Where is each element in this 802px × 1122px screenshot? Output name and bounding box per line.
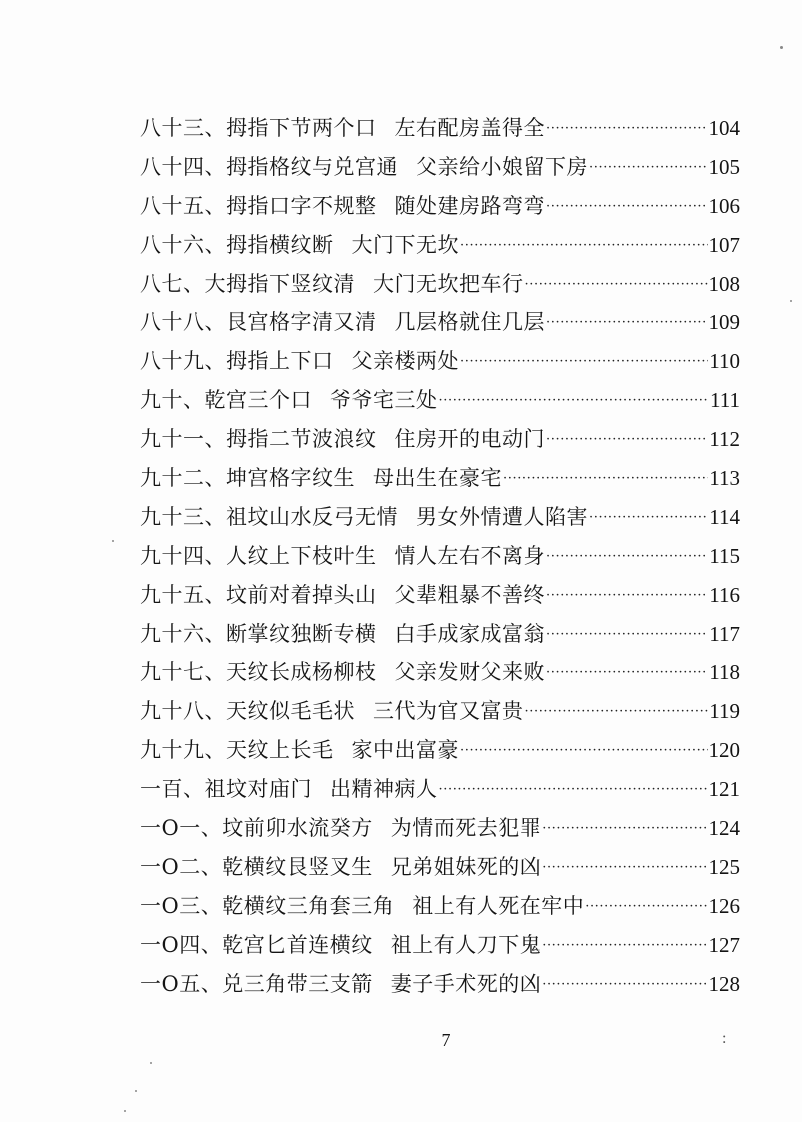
- toc-entry-subtitle: 随处建房路弯弯: [394, 193, 545, 218]
- toc-entry-page: 105: [708, 154, 740, 179]
- toc-entry-title: 拇指下节两个口: [226, 116, 377, 140]
- toc-entry-number: 八十三、: [140, 116, 226, 140]
- toc-entry: [140, 229, 740, 268]
- toc-entry: [140, 618, 740, 657]
- toc-entry-subtitle: 情人左右不离身: [394, 543, 545, 568]
- dot-leader: [589, 510, 708, 525]
- toc-entry-page: 116: [709, 582, 740, 607]
- toc-entry-subtitle: 母出生在豪宅: [373, 466, 502, 491]
- toc-entry: [140, 462, 740, 501]
- toc-entry-title: 坟前对着掉头山: [226, 582, 377, 607]
- toc-entry-title: 祖坟山水反弓无情: [226, 504, 398, 529]
- toc-entry-title: 坤宫格字纹生: [226, 466, 355, 491]
- scan-speck: [790, 300, 792, 302]
- dot-leader: [460, 354, 708, 369]
- toc-entry-title: 拇指上下口: [226, 349, 334, 374]
- dot-leader: [546, 199, 708, 214]
- dot-leader: [460, 743, 708, 758]
- toc-entry-number: 九十九、: [140, 738, 226, 763]
- toc-entry-page: 114: [709, 504, 740, 529]
- toc-entry-title: 拇指横纹断: [226, 232, 334, 257]
- toc-entry-subtitle: 大门无坎把车行: [373, 271, 524, 296]
- toc-entry-page: 113: [709, 466, 740, 491]
- toc-entry-title: 大拇指下竖纹清: [204, 271, 355, 296]
- toc-entry-subtitle: 父亲发财父来败: [394, 660, 545, 685]
- dot-leader: [439, 782, 708, 797]
- dot-leader: [525, 277, 708, 292]
- toc-entry-subtitle: 左右配房盖得全: [394, 116, 545, 140]
- toc-entry: [140, 423, 740, 462]
- toc-entry-number: 八七、: [140, 271, 205, 296]
- toc-entry-subtitle: 妻子手术死的凶: [390, 971, 542, 996]
- dot-leader: [546, 432, 708, 447]
- dot-leader: [546, 627, 708, 642]
- toc-entry-page: 120: [708, 738, 740, 763]
- toc-entry: [140, 851, 740, 890]
- toc-entry: [140, 968, 740, 1007]
- toc-entry-number: 八十八、: [140, 310, 226, 335]
- toc-entry: [140, 345, 740, 384]
- dot-leader: [542, 821, 707, 836]
- toc-entry: [140, 929, 740, 968]
- toc-entry-title: 拇指格纹与兑宫通: [226, 154, 398, 179]
- toc-entry-title: 天纹上长毛: [226, 738, 334, 763]
- toc-entry-subtitle: 兄弟姐妹死的凶: [390, 854, 542, 879]
- toc-entry-page: 127: [708, 932, 740, 957]
- toc-entry-page: 125: [708, 854, 740, 879]
- toc-entry-page: 126: [708, 893, 740, 918]
- dot-leader: [585, 899, 707, 914]
- toc-entry-title: 乾宫匕首连横纹: [222, 932, 373, 957]
- dot-leader: [439, 393, 710, 408]
- toc-entry-number: 九十六、: [140, 621, 226, 646]
- dot-leader: [525, 704, 709, 719]
- toc-entry-number: 一O三、: [140, 893, 223, 918]
- toc-entry-title: 拇指口字不规整: [226, 193, 377, 218]
- toc-entry: [140, 190, 740, 229]
- toc-entry: [140, 656, 740, 695]
- toc-entry-page: 115: [709, 543, 740, 568]
- toc-entry-title: 乾横纹三角套三角: [222, 893, 395, 918]
- toc-entry-subtitle: 住房开的电动门: [394, 427, 545, 452]
- scan-speck: [124, 1110, 126, 1112]
- toc-entry-subtitle: 男女外情遭人陷害: [416, 504, 588, 529]
- dot-leader: [460, 238, 708, 253]
- toc-entry-page: 111: [710, 388, 740, 413]
- scan-speck: [135, 1090, 137, 1092]
- toc-entry: [140, 112, 740, 151]
- toc-entry-page: 119: [709, 699, 740, 724]
- toc-entry-number: 一O一、: [140, 816, 223, 841]
- scan-speck: [112, 540, 114, 542]
- toc-entry: [140, 268, 740, 307]
- toc-entry-number: 八十五、: [140, 193, 226, 218]
- toc-entry-page: 108: [708, 271, 740, 296]
- toc-entry-subtitle: 父亲楼两处: [351, 349, 459, 374]
- dot-leader: [542, 977, 707, 992]
- dot-leader: [546, 121, 708, 136]
- toc-entry-number: 一O二、: [140, 854, 223, 879]
- toc-entry-subtitle: 父辈粗暴不善终: [394, 582, 545, 607]
- dot-leader: [542, 938, 707, 953]
- toc-entry: [140, 734, 740, 773]
- toc-entry-number: 八十九、: [140, 349, 226, 374]
- toc-entry-title: 天纹似毛毛状: [226, 699, 355, 724]
- toc-entry-page: 117: [709, 621, 740, 646]
- toc-entry-subtitle: 父亲给小娘留下房: [416, 154, 588, 179]
- toc-entry-page: 109: [708, 310, 740, 335]
- toc-entry-number: 九十七、: [140, 660, 226, 685]
- toc-entry-number: 八十四、: [140, 154, 226, 179]
- toc-entry-number: 一O五、: [140, 971, 223, 996]
- dot-leader: [546, 549, 708, 564]
- toc-entry: [140, 890, 740, 929]
- toc-entry-number: 九十一、: [140, 427, 226, 452]
- table-of-contents: [140, 112, 740, 1006]
- toc-entry-title: 艮宫格字清又清: [226, 310, 377, 335]
- toc-entry-subtitle: 大门下无坎: [351, 232, 459, 257]
- toc-entry-subtitle: 为情而死去犯罪: [390, 816, 542, 841]
- toc-entry: [140, 306, 740, 345]
- toc-entry-title: 乾横纹艮竖叉生: [222, 854, 373, 879]
- toc-entry-subtitle: 爷爷宅三处: [330, 388, 438, 413]
- dot-leader: [503, 471, 708, 486]
- toc-entry-number: 九十、: [140, 388, 205, 413]
- scan-speck: [780, 46, 783, 49]
- toc-entry-number: 九十二、: [140, 466, 226, 491]
- dot-leader: [589, 160, 708, 175]
- toc-entry-page: 106: [708, 193, 740, 218]
- toc-entry-title: 乾宫三个口: [204, 388, 312, 413]
- toc-entry-subtitle: 白手成家成富翁: [394, 621, 545, 646]
- toc-entry: [140, 695, 740, 734]
- toc-entry-subtitle: 几层格就住几层: [394, 310, 545, 335]
- toc-entry-title: 天纹长成杨柳枝: [226, 660, 377, 685]
- toc-entry-page: 112: [709, 427, 740, 452]
- toc-entry-subtitle: 三代为官又富贵: [373, 699, 524, 724]
- scan-speck: [150, 1062, 152, 1064]
- toc-entry-title: 坟前卯水流癸方: [222, 816, 373, 841]
- dot-leader: [542, 860, 707, 875]
- toc-entry-page: 128: [708, 971, 740, 996]
- toc-entry: [140, 812, 740, 851]
- toc-entry: [140, 773, 740, 812]
- toc-entry-subtitle: 祖上有人刀下鬼: [390, 932, 542, 957]
- toc-entry-title: 祖坟对庙门: [204, 777, 312, 802]
- toc-entry-title: 断掌纹独断专横: [226, 621, 377, 646]
- dot-leader: [546, 315, 708, 330]
- toc-entry-page: 118: [709, 660, 740, 685]
- toc-entry-title: 拇指二节波浪纹: [226, 427, 377, 452]
- toc-entry: [140, 384, 740, 423]
- dot-leader: [546, 665, 708, 680]
- toc-entry-page: 124: [708, 816, 740, 841]
- scan-mark: :: [722, 1030, 727, 1047]
- toc-entry: [140, 579, 740, 618]
- toc-entry-number: 九十八、: [140, 699, 226, 724]
- toc-entry-page: 110: [709, 349, 740, 374]
- toc-entry-title: 人纹上下枝叶生: [226, 543, 377, 568]
- toc-entry-number: 九十五、: [140, 582, 226, 607]
- toc-entry-subtitle: 祖上有人死在牢中: [412, 893, 585, 918]
- toc-entry-subtitle: 家中出富豪: [351, 738, 459, 763]
- toc-entry-title: 兑三角带三支箭: [222, 971, 373, 996]
- toc-entry-subtitle: 出精神病人: [330, 777, 438, 802]
- toc-entry-page: 121: [708, 777, 740, 802]
- dot-leader: [546, 588, 708, 603]
- toc-entry-number: 九十四、: [140, 543, 226, 568]
- toc-entry-number: 八十六、: [140, 232, 226, 257]
- toc-entry-number: 一百、: [140, 777, 205, 802]
- toc-entry-number: 一O四、: [140, 932, 223, 957]
- toc-entry-number: 九十三、: [140, 504, 226, 529]
- page-number: 7: [441, 1030, 451, 1050]
- toc-entry: [140, 540, 740, 579]
- toc-entry: [140, 501, 740, 540]
- toc-entry-page: 104: [708, 116, 740, 140]
- toc-entry: [140, 151, 740, 190]
- toc-entry-page: 107: [708, 232, 740, 257]
